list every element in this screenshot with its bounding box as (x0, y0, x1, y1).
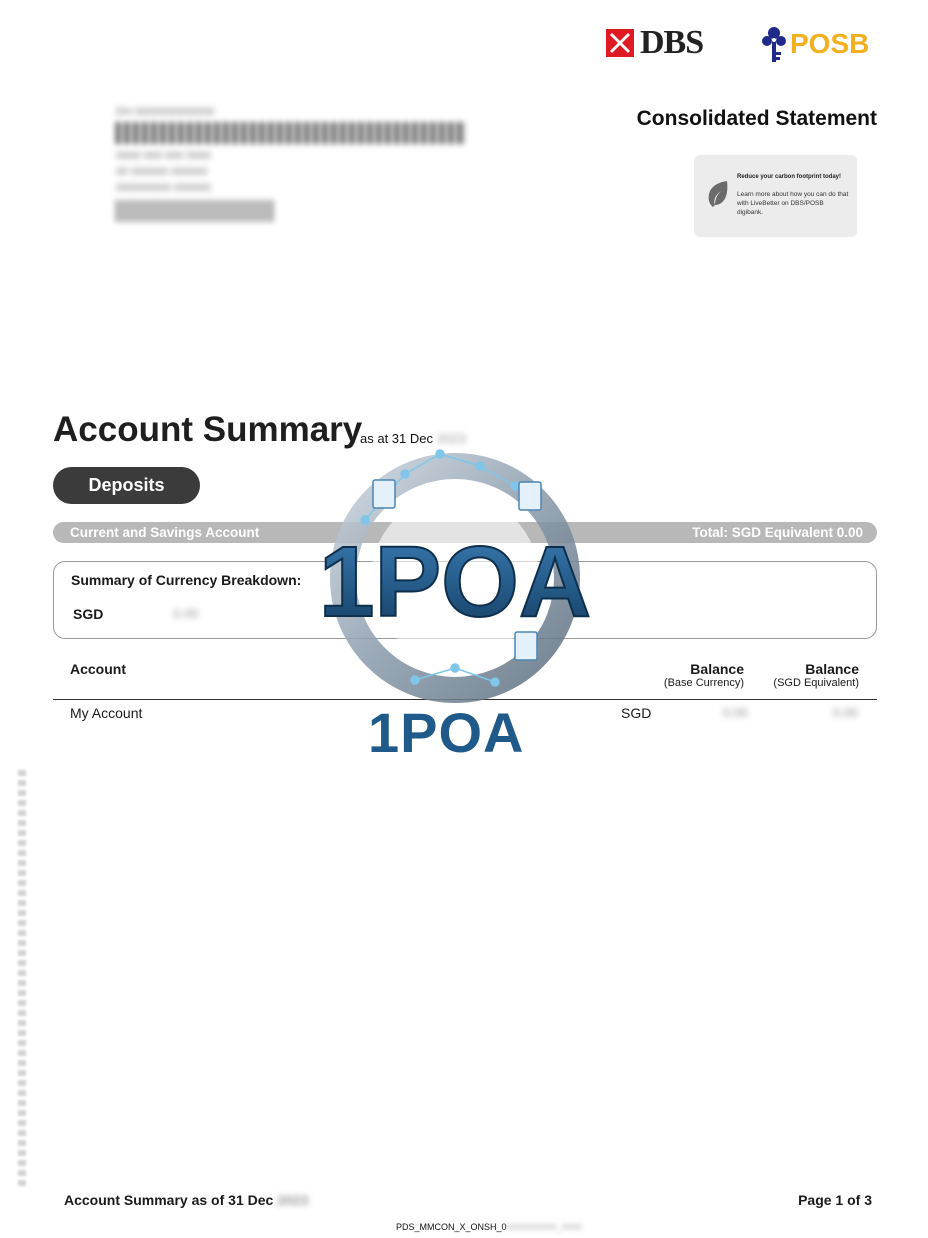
statement-title: Consolidated Statement (636, 107, 877, 130)
header-balance-base: Balance (690, 661, 744, 677)
casa-label: Current and Savings Account (70, 525, 260, 540)
table-row-account: My Account (70, 705, 143, 721)
dbs-star-icon (604, 27, 636, 59)
breakdown-amount: 0.00 (173, 606, 199, 621)
watermark-emblem-text: 1POA (318, 526, 592, 638)
as-at-prefix: as at 31 Dec (360, 431, 433, 446)
breakdown-currency: SGD (73, 606, 104, 622)
leaf-icon (705, 179, 731, 209)
address-line: DH 0000000000000 (116, 106, 215, 118)
address-line: 00 000000 000000 (116, 166, 208, 178)
posb-wordmark: POSB (790, 28, 870, 59)
page-number: Page 1 of 3 (798, 1192, 872, 1208)
watermark-logo (305, 440, 605, 710)
table-row-balance-sgd: 0.00 (832, 705, 858, 720)
mailing-address (116, 104, 466, 222)
carbon-text: Learn more about how you can do that with LiveBetter on DBS/POSB digibank. (737, 191, 849, 216)
table-row-currency: SGD (621, 705, 652, 721)
address-line: 0000 000 000 0000 (116, 150, 211, 162)
document-code-suffix: 0000000000_0000 (506, 1222, 582, 1232)
as-at-year: 2023 (436, 431, 466, 446)
carbon-title: Reduce your carbon footprint today! (737, 174, 842, 180)
header-balance-sgd-sub: (SGD Equivalent) (773, 677, 859, 689)
header-account: Account (70, 661, 126, 677)
table-row-balance-base: 0.00 (722, 705, 748, 720)
address-barcode (116, 122, 466, 144)
carbon-footprint-box (694, 155, 857, 237)
footer-summary-date (64, 1192, 308, 1208)
key-icon (760, 24, 788, 64)
account-summary-title: Account Summary (53, 410, 363, 449)
dbs-wordmark: DBS (640, 24, 704, 61)
postal-barcode (116, 200, 276, 222)
footer-summary-year: 2023 (277, 1192, 309, 1208)
document-code (396, 1222, 582, 1232)
side-reference-text (18, 770, 26, 1190)
document-code-prefix: PDS_MMCON_X_ONSH_0 (396, 1222, 507, 1232)
header-balance-base-sub: (Base Currency) (663, 677, 744, 689)
posb-logo (760, 24, 869, 64)
watermark-text: 1POA (368, 701, 525, 764)
deposits-section-label: Deposits (53, 467, 200, 504)
breakdown-title: Summary of Currency Breakdown: (71, 572, 302, 588)
dbs-logo (604, 24, 703, 62)
casa-total: Total: SGD Equivalent 0.00 (692, 525, 863, 540)
footer-summary-prefix: Account Summary as of 31 Dec (64, 1192, 274, 1208)
header-balance-sgd: Balance (805, 661, 859, 677)
address-line: 000000000 000000 (116, 182, 211, 194)
